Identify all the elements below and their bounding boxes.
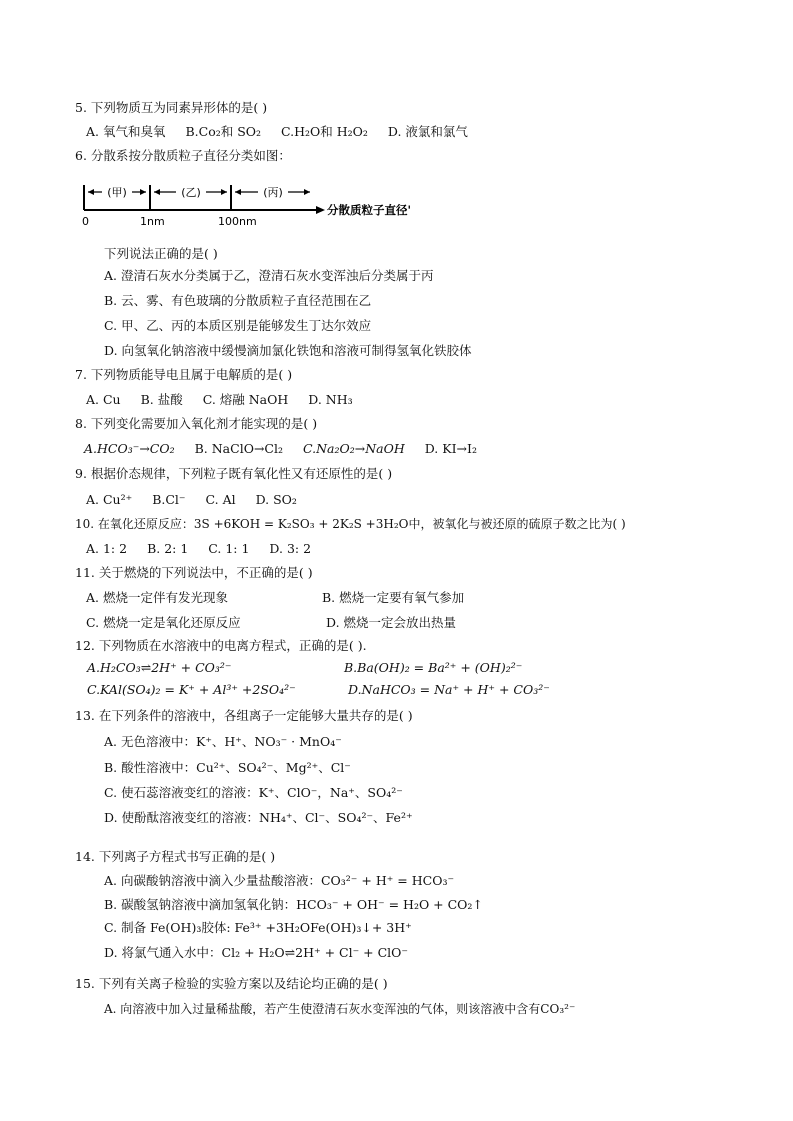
q11-option-a: A. 燃烧一定伴有发光现象 [86,590,228,605]
axis-arrow [316,206,325,214]
q14-option-c: C. 制备 Fe(OH)₃胶体: Fe³⁺ +3H₂OFe(OH)₃↓+ 3H⁺ [104,920,412,935]
segment-label-yi: (乙) [181,186,201,199]
q11-option-c: C. 燃烧一定是氧化还原反应 [86,615,241,630]
q8-stem: 8. 下列变化需要加入氧化剂才能实现的是( ) [75,416,318,431]
segment-arrowhead [221,189,227,195]
q6-figure [78,182,478,228]
q7-option-a: A. Cu [86,392,121,407]
q10-option-c: C. 1: 1 [208,541,250,556]
q5-option-c: C.H₂O和 H₂O₂ [281,124,368,139]
segment-arrowhead [88,189,94,195]
q13-stem: 13. 在下列条件的溶液中，各组离子一定能够大量共存的是( ) [75,708,413,723]
q12-option-c: C.KAl(SO₄)₂ = K⁺ + Al³⁺ +2SO₄²⁻ [87,682,296,697]
q9-options [86,492,297,508]
q15-stem: 15. 下列有关离子检验的实验方案以及结论均正确的是( ) [75,976,388,991]
q9-option-d: D. SO₂ [255,492,297,507]
segment-label-bing: (丙) [263,186,283,199]
q12-option-a: A.H₂CO₃⇌2H⁺ + CO₃²⁻ [87,660,232,675]
q9-option-a: A. Cu²⁺ [86,492,133,507]
segment-label-jia: (甲) [107,186,127,199]
q6-stem: 6. 分散系按分散质粒子直径分类如图： [75,148,291,163]
q7-options [86,392,353,408]
q8-option-c: C.Na₂O₂→NaOH [302,441,405,456]
q6-option-b: B. 云、雾、有色玻璃的分散质粒子直径范围在乙 [104,293,372,308]
q6-prompt: 下列说法正确的是( ) [104,246,218,261]
q6-option-c: C. 甲、乙、丙的本质区别是能够发生丁达尔效应 [104,318,372,333]
q7-option-b: B. 盐酸 [140,392,183,407]
q12-option-b: B.Ba(OH)₂ = Ba²⁺ + (OH)₂²⁻ [344,660,523,675]
q5-stem: 5. 下列物质互为同素异形体的是( ) [75,100,268,115]
q15-option-a: A. 向溶液中加入过量稀盐酸，若产生使澄清石灰水变浑浊的气体，则该溶液中含有CO₃²⁻ [104,1002,576,1016]
q11-option-b: B. 燃烧一定要有氧气参加 [322,590,465,605]
q14-option-a: A. 向碳酸钠溶液中滴入少量盐酸溶液：CO₃²⁻ + H⁺ = HCO₃⁻ [104,873,455,888]
q7-stem: 7. 下列物质能导电且属于电解质的是( ) [75,367,293,382]
q14-stem: 14. 下列离子方程式书写正确的是( ) [75,849,276,864]
q10-options [86,541,311,557]
q6-option-d: D. 向氢氧化钠溶液中缓慢滴加氯化铁饱和溶液可制得氢氧化铁胶体 [104,343,472,358]
q5-option-d: D. 液氯和氯气 [387,124,468,139]
q5-option-b: B.Co₂和 SO₂ [185,124,262,139]
q7-option-d: D. NH₃ [308,392,353,407]
q13-option-a: A. 无色溶液中：K⁺、H⁺、NO₃⁻ · MnO₄⁻ [104,734,342,749]
q9-stem: 9. 根据价态规律，下列粒子既有氧化性又有还原性的是( ) [75,466,393,481]
q8-option-a: A.HCO₃⁻→CO₂ [84,441,175,456]
tick-label-100nm: 100nm [218,215,257,228]
tick-label-1nm: 1nm [140,215,165,228]
q14-option-d: D. 将氯气通入水中：Cl₂ + H₂O⇌2H⁺ + Cl⁻ + ClO⁻ [104,945,409,960]
q8-options [84,441,477,457]
q13-option-c: C. 使石蕊溶液变红的溶液：K⁺、ClO⁻，Na⁺、SO₄²⁻ [104,785,403,800]
segment-arrowhead [235,189,241,195]
segment-arrowhead [304,189,310,195]
segment-arrowhead [140,189,146,195]
q12-stem: 12. 下列物质在水溶液中的电离方程式，正确的是( ). [75,638,367,653]
q13-option-d: D. 使酚酞溶液变红的溶液：NH₄⁺、Cl⁻、SO₄²⁻、Fe²⁺ [104,810,413,825]
q10-stem: 10. 在氧化还原反应：3S +6KOH = K₂SO₃ + 2K₂S +3H₂O中，被氧化与被还原的硫原子数之比为( ) [75,517,626,531]
q10-option-d: D. 3: 2 [269,541,312,556]
q11-stem: 11. 关于燃烧的下列说法中，不正确的是( ) [75,565,313,580]
q6-option-a: A. 澄清石灰水分类属于乙，澄清石灰水变浑浊后分类属于丙 [104,268,434,283]
q5-options [86,124,468,140]
q9-option-c: C. Al [205,492,236,507]
q7-option-c: C. 熔融 NaOH [202,392,289,407]
axis-label: 分散质粒子直径' [327,203,412,217]
q10-option-b: B. 2: 1 [147,541,189,556]
q5-option-a: A. 氧气和臭氧 [86,124,166,139]
q9-option-b: B.Cl⁻ [152,492,186,507]
q8-option-b: B. NaClO→Cl₂ [194,441,283,456]
q8-option-d: D. KI→I₂ [424,441,477,456]
q11-option-d: D. 燃烧一定会放出热量 [326,615,457,630]
q10-option-a: A. 1: 2 [86,541,128,556]
q13-option-b: B. 酸性溶液中：Cu²⁺、SO₄²⁻、Mg²⁺、Cl⁻ [104,760,351,775]
q14-option-b: B. 碳酸氢钠溶液中滴加氢氧化钠：HCO₃⁻ + OH⁻ = H₂O + CO₂↑ [104,897,483,912]
segment-arrowhead [154,189,160,195]
tick-label-0: 0 [82,215,89,228]
q12-option-d: D.NaHCO₃ = Na⁺ + H⁺ + CO₃²⁻ [348,682,550,697]
